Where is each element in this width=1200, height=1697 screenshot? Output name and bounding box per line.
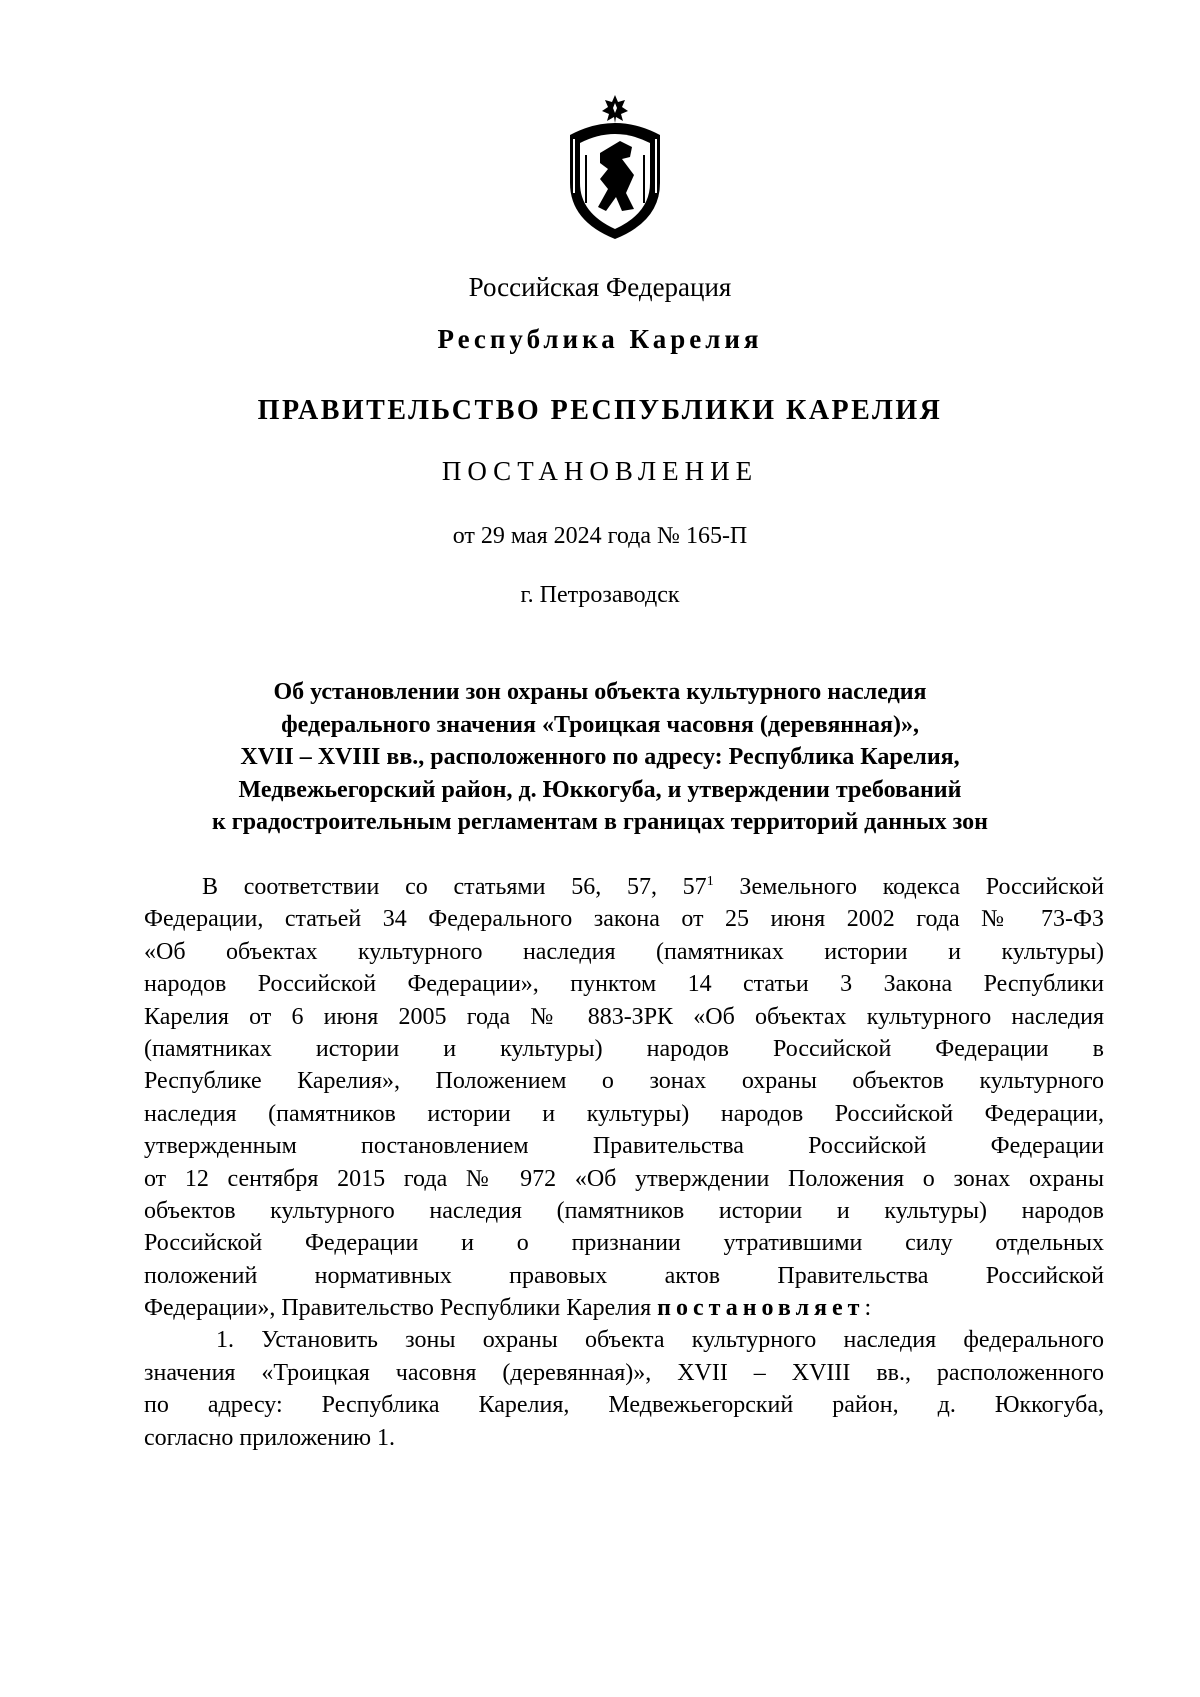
preamble-line: положений нормативных правовых актов Правительства Российской — [144, 1262, 1104, 1289]
title-line: XVII – XVIII вв., расположенного по адресу: Республика Карелия, — [240, 744, 960, 770]
preamble-line: Российской Федерации и о признании утратившими силу отдельных — [144, 1230, 1104, 1257]
title-line: федерального значения «Троицкая часовня (деревянная)», — [281, 711, 919, 738]
preamble-line: (памятниках истории и культуры) народов Российской Федерации в — [144, 1035, 1104, 1062]
document-body — [144, 871, 1104, 1454]
preamble-line: утвержденным постановлением Правительства Российской Федерации — [144, 1133, 1104, 1160]
title-line: Об установлении зон охраны объекта культурного наследия — [273, 679, 927, 705]
preamble-line: объектов культурного наследия (памятников истории и культуры) народов — [144, 1197, 1104, 1224]
preamble-line: от 12 сентября 2015 года № 972 «Об утверждении Положения о зонах охраны — [144, 1165, 1104, 1192]
document-date-number: от 29 мая 2024 года № 165-П — [452, 523, 748, 549]
preamble-text: : — [864, 1295, 872, 1322]
decree-word: постановляет — [657, 1295, 865, 1322]
preamble-line: Федерации, статьей 34 Федерального закона от 25 июня 2002 года № 73-ФЗ — [144, 906, 1104, 933]
item-line: по адресу: Республика Карелия, Медвежьегорский район, д. Юккогуба, — [144, 1392, 1104, 1419]
document-city: г. Петрозаводск — [520, 582, 680, 608]
preamble-line: народов Российской Федерации», пунктом 14 статьи 3 Закона Республики — [144, 971, 1104, 998]
preamble-line: «Об объектах культурного наследия (памятниках истории и культуры) — [144, 938, 1104, 965]
item-line: 1. Установить зоны охраны объекта культурного наследия федерального — [216, 1327, 1104, 1354]
preamble-line: наследия (памятников истории и культуры) народов Российской Федерации, — [144, 1100, 1104, 1127]
title-line: Медвежьегорский район, д. Юккогуба, и утверждении требований — [238, 776, 962, 803]
document-type: ПОСТАНОВЛЕНИЕ — [441, 456, 759, 486]
title-line: к градостроительным регламентам в границах территорий данных зон — [211, 809, 989, 835]
preamble-text: Федерации», Правительство Республики Карелия — [144, 1295, 658, 1322]
preamble-text: Земельного кодекса Российской — [713, 874, 1104, 900]
government-name: ПРАВИТЕЛЬСТВО РЕСПУБЛИКИ КАРЕЛИЯ — [257, 395, 943, 426]
coat-of-arms-emblem — [560, 93, 670, 241]
document-title — [150, 676, 1050, 839]
item-line: значения «Троицкая часовня (деревянная)», XVII – XVIII вв., расположенного — [144, 1359, 1104, 1386]
item-line: согласно приложению 1. — [144, 1424, 396, 1451]
country-name: Российская Федерация — [468, 272, 732, 302]
preamble-line: Карелия от 6 июня 2005 года № 883-ЗРК «Об объектах культурного наследия — [144, 1003, 1104, 1030]
preamble-text: В соответствии со статьями 56, 57, 57 — [202, 874, 707, 900]
preamble-line — [144, 871, 1104, 903]
footnote-superscript: 1 — [706, 874, 714, 889]
republic-name: Республика Карелия — [437, 324, 763, 354]
preamble-line: Республике Карелия», Положением о зонах охраны объектов культурного — [144, 1068, 1104, 1095]
preamble-line — [144, 1292, 1104, 1324]
